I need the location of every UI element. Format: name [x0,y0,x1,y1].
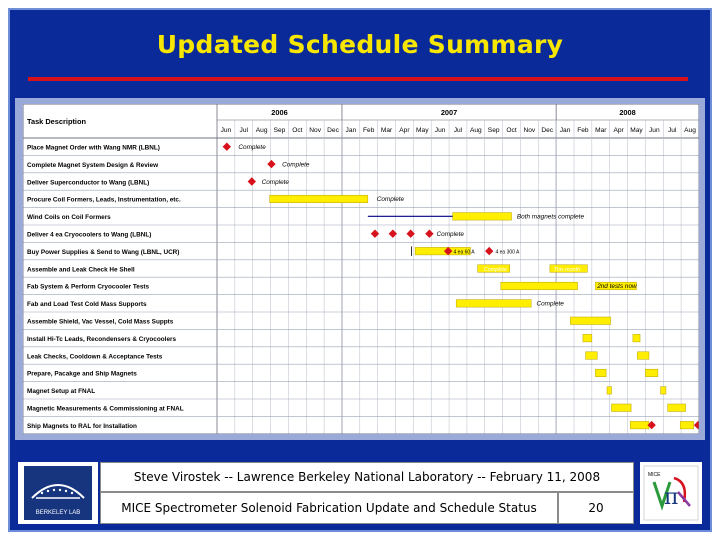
month-label: Jul [453,127,463,134]
task-label: Procure Coil Formers, Leads, Instrumentation, etc. [27,196,181,204]
title-underline [28,77,688,81]
month-label: Aug [255,127,268,134]
berkeley-lab-logo [18,462,98,524]
bar-note: Complete [436,231,464,238]
task-label: Fab System & Perform Cryocooler Tests [27,283,150,291]
slide-title: Updated Schedule Summary [156,30,564,59]
bar-note: Complete [261,178,289,186]
month-label: Jun [649,127,660,134]
year-label: 2006 [271,108,288,117]
task-bar [456,300,531,308]
task-label: Fab and Load Test Cold Mass Supports [27,301,147,309]
bar-note: This month [553,266,581,273]
month-label: Mar [595,127,607,134]
task-bar [645,369,657,377]
milestone-diamond [371,230,379,238]
task-bar [501,282,578,290]
bar-note: Complete [282,161,310,169]
task-label: Magnetic Measurements & Commissioning at FNAL [27,405,184,413]
task-bar [570,317,610,325]
bar-note: Complete [483,266,507,273]
task-bar [595,369,606,377]
month-label: Apr [399,127,410,134]
task-bar [633,334,640,342]
month-label: Jan [559,127,571,134]
task-bar [668,404,686,412]
task-label: Prepare, Pacakge and Ship Magnets [27,370,137,378]
milestone-diamond [248,177,256,185]
task-label: Place Magnet Order with Wang NMR (LBNL) [27,144,160,152]
task-bar [680,421,693,429]
gantt-svg [23,104,699,434]
task-label: Assemble Shield, Vac Vessel, Cold Mass Suppts [27,318,174,326]
milestone-diamond [267,160,275,168]
month-label: Nov [523,127,536,134]
task-bar [586,352,598,360]
task-label: Complete Magnet System Design & Review [27,161,159,169]
month-label: May [416,127,429,134]
month-label: Oct [292,127,303,134]
task-bar [637,352,649,360]
month-label: Feb [363,127,375,134]
svg-text:π: π [664,485,679,510]
milestone-diamond [425,230,433,238]
bar-note-60a: 4 ea 60 A [453,249,475,256]
page-number: 20 [558,492,634,524]
milestone-diamond [485,247,493,255]
task-label: Ship Magnets to RAL for Installation [27,422,137,430]
month-label: Nov [309,127,322,134]
task-description-header: Task Description [27,117,87,126]
task-label: Deliver 4 ea Cryocoolers to Wang (LBNL) [27,231,152,239]
month-label: Jul [239,127,248,134]
task-labels [27,145,184,430]
task-label: Leak Checks, Cooldown & Acceptance Tests [27,353,163,361]
task-bar [607,387,611,395]
mice-logo-text: MICE [648,472,661,478]
month-label: Dec [541,127,554,134]
footer-presentation-title: MICE Spectrometer Solenoid Fabrication Update and Schedule Status [100,492,558,524]
month-label: May [630,127,643,134]
month-label: Oct [506,127,517,134]
milestone-diamond [223,143,231,151]
month-label: Jun [220,127,232,134]
slide-footer [100,462,634,524]
task-bar [270,195,368,203]
month-label: Mar [380,127,393,134]
task-bar [630,421,649,429]
month-label: Aug [469,127,482,134]
task-bar [453,213,512,221]
task-label: Install Hi-Tc Leads, Recondensers & Cryocoolers [27,335,177,343]
task-bar [611,404,631,412]
month-label: Jun [434,127,446,134]
month-label: Feb [577,127,589,134]
month-label: Sep [487,127,500,134]
bar-note: Both magnets complete [516,213,585,221]
task-label: Buy Power Supplies & Send to Wang (LBNL, UCR) [27,248,180,256]
year-label: 2008 [619,108,636,117]
berkeley-lab-logo-text: BERKELEY LAB [35,510,81,516]
bar-note: Complete [536,300,564,308]
task-label: Wind Coils on Coil Formers [27,214,111,222]
bar-note: 2nd tests now [597,283,637,291]
year-label: 2007 [440,108,458,117]
task-bar [661,387,666,395]
month-label: Aug [684,127,696,134]
month-label: Jan [345,127,357,134]
task-label: Assemble and Leak Check He Shell [27,266,135,274]
task-bar [583,334,592,342]
month-label: Sep [273,127,286,134]
milestone-diamond [389,230,397,238]
milestone-diamond [694,421,699,429]
gantt-chart [23,104,699,434]
month-label: Apr [613,127,624,134]
month-label: Dec [327,127,339,134]
bar-note-300a: 4 ea 300 A [495,249,520,256]
bar-note: Complete [376,196,405,204]
mice-logo [640,462,702,524]
month-label: Jul [667,127,677,134]
bar-note: Complete [238,144,266,151]
milestone-diamond [406,230,414,238]
task-label: Magnet Setup at FNAL [27,388,96,396]
task-label: Deliver Superconductor to Wang (LBNL) [27,179,150,187]
footer-author-line: Steve Virostek -- Lawrence Berkeley National Laboratory -- February 11, 2008 [100,462,634,492]
